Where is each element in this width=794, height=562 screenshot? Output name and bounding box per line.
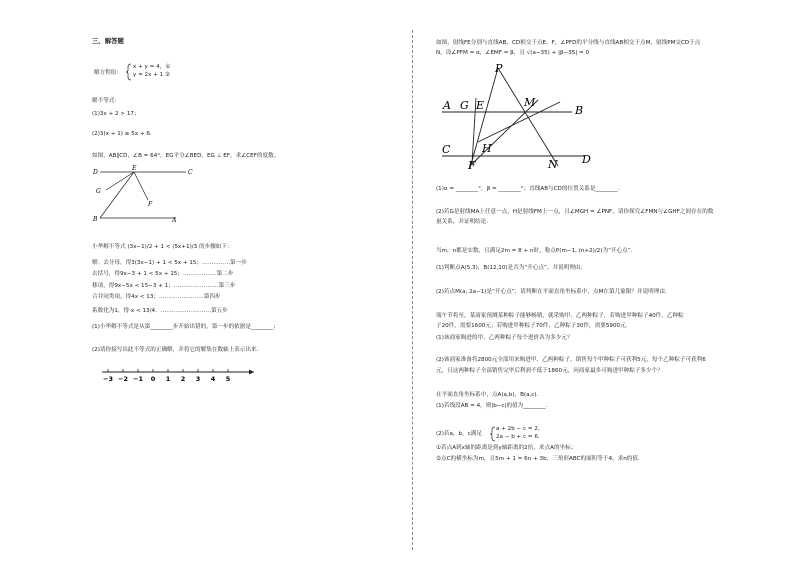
q6-line1: 当m，n都是实数，且满足2m = 8 + n时，称点P(m−1, (n+2)/2)为“开心点”． xyxy=(436,248,637,254)
q5-answer2b: 量关系，并证明结论． xyxy=(436,219,492,225)
q8-system-eq2: 2a − b + c = 6． xyxy=(496,434,544,440)
q7-line5: 元，且这两种粽子全部销售完毕后利润不低于1860元，问商家最多可购进甲种粽子多少个？ xyxy=(436,368,663,374)
q7-line1: 端午节将至，某商家预测某种粽子能够畅销，就采购甲、乙两种粽子，若购进甲种粽子40件，乙种粽 xyxy=(436,313,684,319)
q5-line1: 如图，射线FE分别与直线AB，CD相交于点E，F，∠PFD的平分线与直线AB相交于点M，射线PM交CD于点 xyxy=(436,40,701,46)
axis-tick-label: 0 xyxy=(150,375,156,383)
q3-label-c: C xyxy=(188,169,193,176)
q5-label-g: G xyxy=(460,99,469,112)
q1-eq2: y = 2x + 1 ② xyxy=(133,72,171,78)
q8-line1: 在平面直角坐标系中，点A(a,b)，B(a,c)． xyxy=(436,392,543,398)
q7-line2: 子20件，需要1600元；若购进甲种粽子70件，乙种粽子30件，需要5900元． xyxy=(436,323,632,329)
q5-figure xyxy=(438,60,608,172)
q3-label-b: B xyxy=(93,216,98,223)
q2-title: 解不等式： xyxy=(92,98,120,104)
q5-answer1: (1)α = ________°，β = ________°；直线AB与CD的位置关系是________． xyxy=(436,186,624,192)
q5-label-b: B xyxy=(575,104,584,117)
number-line xyxy=(98,366,258,388)
q5-label-h: H xyxy=(482,142,492,155)
q3-label-f: F xyxy=(148,201,153,208)
axis-tick-label: 1 xyxy=(165,375,171,383)
arrow-right-icon xyxy=(249,370,254,375)
q6-line3: (2)若点M(a, 2a−1)是“开心点”，请判断在平面直角坐标系中，点M在第几象限？并说明理由． xyxy=(436,289,671,295)
axis-tick-label: −3 xyxy=(103,375,113,383)
q5-label-e: E xyxy=(476,99,485,112)
q5-label-f: F xyxy=(468,159,476,172)
brace-icon xyxy=(126,63,132,81)
axis-tick-label: −1 xyxy=(133,375,143,383)
q2-part2: (2)3(x + 1) ≥ 5x + 6． xyxy=(92,131,156,137)
q4-step3: 移项，得9x−5x < 15−3 + 1；……………………第三步 xyxy=(92,283,236,289)
q1-prompt: 解方程组： xyxy=(94,70,122,76)
q3-label-e: E xyxy=(132,165,137,172)
q5-label-a: A xyxy=(443,99,451,112)
q4-intro: 小华解不等式 (3x−1)/2 + 1 < (5x+1)/3 的步骤如下： xyxy=(92,244,233,250)
q5-label-p: P xyxy=(495,62,503,75)
q4-step5: 系数化为1，得 x < 13/4．………………………第五步 xyxy=(92,308,228,314)
q3-text: 如图，AB∥CD，∠B = 64°，EG平分∠BED，EG ⊥ EF，求∠CEF的度数。 xyxy=(92,153,280,159)
q4-step4: 合并同类项，得4x < 13；……………………第四步 xyxy=(92,294,221,300)
q4-question2: (2)请你接写出此不等式的正确解，并将它的解集在数轴上表示出来． xyxy=(92,347,263,353)
q7-line3: (1)该商家购进的甲、乙两种粽子每个进价各为多少元？ xyxy=(436,335,573,341)
q5-label-c: C xyxy=(442,143,451,156)
q7-line4: (2)该商家准备将2800元全部用来购进甲、乙两种粽子，销售每个甲种粽子可获利5元，每个乙种粽子可获利6 xyxy=(436,357,706,363)
q4-step2: 去括号，得9x−3 + 1 < 5x + 15；………………第二步 xyxy=(92,271,234,277)
q3-label-d: D xyxy=(93,169,98,176)
q8-line2: (1)若线段AB = 4，则|b−c|的值为________． xyxy=(436,403,552,409)
column-divider xyxy=(412,30,413,550)
q5-label-m: M xyxy=(524,96,536,109)
q4-step1: 解：去分母，得3(3x−1) + 1 < 5x + 15；……………第一步 xyxy=(92,260,247,266)
q4-question1: (1)小华解不等式是从第________步开始出错的，第一步的依据是________； xyxy=(92,324,279,330)
q6-line2: (1)判断点A(5,3)，B(12,10)是否为“开心点”，并说明理由； xyxy=(436,265,587,271)
q8-line5: ②点C的横坐标为m，且5m + 1 = 6n + 3b，三角形ABC的面积等于4，求n的值． xyxy=(436,456,644,462)
q5-label-d: D xyxy=(582,153,591,166)
q3-label-g: G xyxy=(96,188,101,195)
axis-tick-label: 4 xyxy=(210,375,216,383)
axis-tick-label: 5 xyxy=(225,375,231,383)
q3-figure xyxy=(90,164,200,224)
q5-label-n: N xyxy=(548,158,558,171)
axis-tick-label: 2 xyxy=(180,375,186,383)
q8-line3: (2)若a，b，c满足 xyxy=(436,431,482,437)
q5-answer2a: (2)若G是射线MA上任意一点，H是射线FM上一点，且∠MGH = ∠PNF，请你探究∠FMN与∠GHF之间存在的数 xyxy=(436,209,714,215)
q2-part1: (1)3x + 2 > 17； xyxy=(92,111,140,117)
q8-line4: ①若点A到x轴的距离是到y轴距离的2倍，求点A的坐标； xyxy=(436,445,577,451)
section-title: 三、解答题 xyxy=(92,37,124,45)
axis-tick-label: 3 xyxy=(195,375,201,383)
q3-label-a: A xyxy=(172,217,177,224)
axis-tick-label: −2 xyxy=(118,375,128,383)
q8-system-eq1: a + 2b − c = 2， xyxy=(496,426,544,432)
q5-line2: N，设∠PFM = α，∠EMF = β，且 √(a−35) + |β−35| = 0 xyxy=(436,50,590,56)
q1-eq1: x + y = 4，① xyxy=(133,64,171,70)
